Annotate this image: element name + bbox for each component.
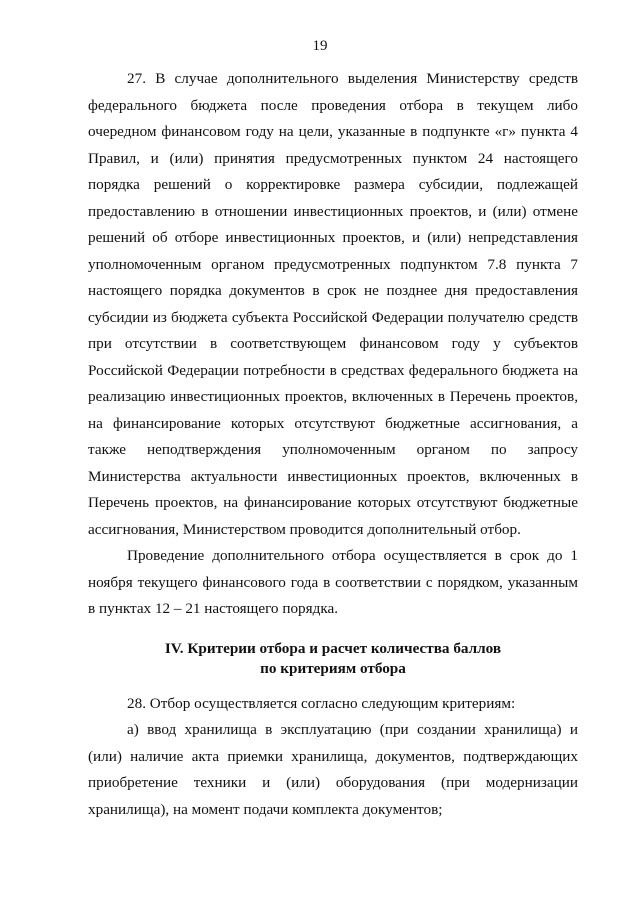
paragraph-27: 27. В случае дополнительного выделения Министерству средств федерального бюджета после проведения отбора в текущем либо очередном финансовом году на цели, указанные в подпункте «г» пункта 4 Правил, и (или) принятия предусмотренных пунктом 24 настоящего порядка решений о корректировке размера субсидии, подлежащей предоставлению в отношении инвестиционных проектов, и (или) отмене решений об отборе инвестиционных проектов, и (или) непредставления уполномоченным органом предусмотренных подпунктом 7.8 пункта 7 настоящего порядка документов в срок не позднее дня предоставления субсидии из бюджета субъекта Российской Федерации получателю средств при отсутствии в соответствующем финансовом году у субъектов Российской Федерации потребности в средствах федерального бюджета на реализацию инвестиционных проектов, включенных в Перечень проектов, на финансирование которых отсутствуют бюджетные ассигнования, а также неподтверждения уполномоченным органом по запросу Министерства актуальности инвестиционных проектов, включенных в Перечень проектов, на финансирование которых отсутствуют бюджетные ассигнования, Министерством проводится дополнительный отбор. xyxy=(88,70,578,538)
section-heading-line-1: IV. Критерии отбора и расчет количества баллов xyxy=(164,639,502,657)
section-heading-line-2: по критериям отбора xyxy=(260,659,406,677)
paragraph-additional-selection-deadline: Проведение дополнительного отбора осуществляется в срок до 1 ноября текущего финансового года в соответствии с порядком, указанным в пунктах 12 – 21 настоящего порядка. xyxy=(88,547,578,617)
page-number: 19 xyxy=(312,38,328,54)
paragraph-28: 28. Отбор осуществляется согласно следующим критериям: xyxy=(127,694,516,712)
document-body xyxy=(88,66,578,823)
section-heading xyxy=(88,639,578,679)
paragraph-28-a: а) ввод хранилища в эксплуатацию (при создании хранилища) и (или) наличие акта приемки хранилища, документов, подтверждающих приобретение техники и (или) оборудования (при модернизации хранилища), на момент подачи комплекта документов; xyxy=(88,721,578,818)
